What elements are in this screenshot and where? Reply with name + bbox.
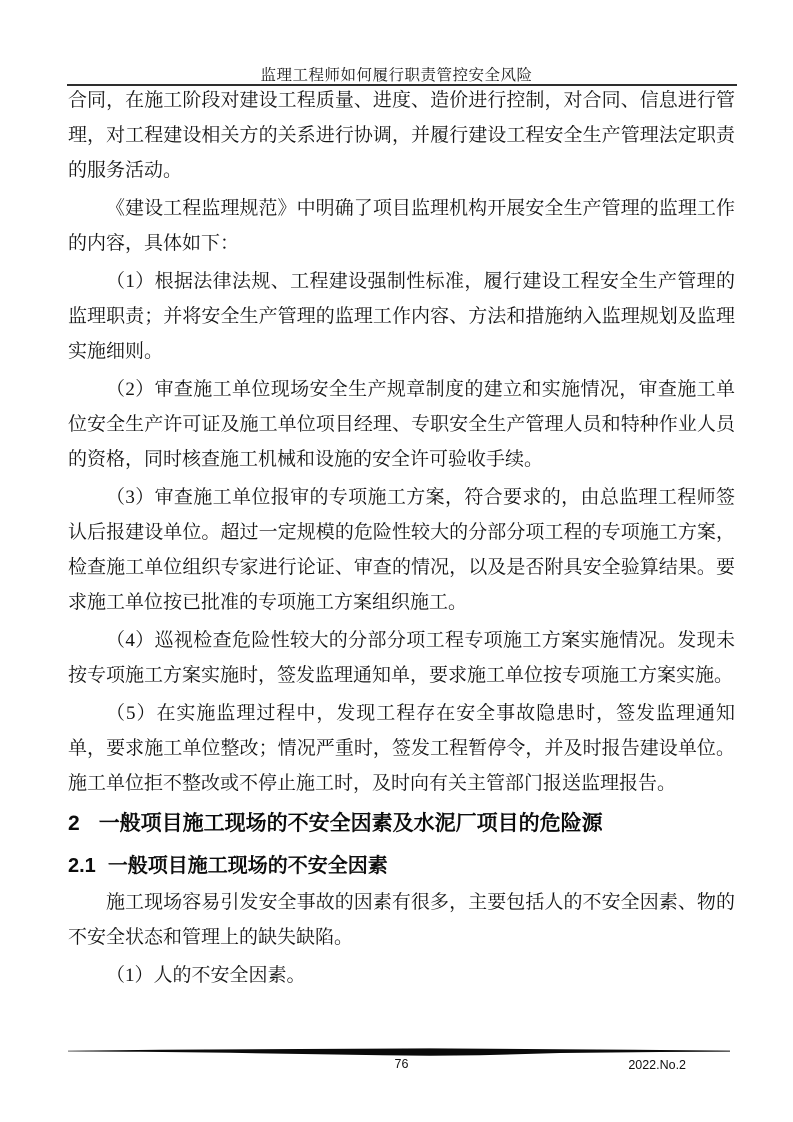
running-head-title: 监理工程师如何履行职责管控安全风险 <box>260 67 533 84</box>
footer-rule <box>58 1044 742 1058</box>
paragraph: （1）根据法律法规、工程建设强制性标准，履行建设工程安全生产管理的监理职责；并将安全生产管理的监理工作内容、方法和措施纳入监理规划及监理实施细则。 <box>68 271 735 362</box>
paragraph: （3）审查施工单位报审的专项施工方案，符合要求的，由总监理工程师签认后报建设单位。超过一定规模的危险性较大的分部分项工程的专项施工方案，检查施工单位组织专家进行论证、审查的情况，以及是否附具安全验算结果。要求施工单位按已批准的专项施工方案组织施工。 <box>68 487 735 613</box>
paragraph: （1）人的不安全因素。 <box>106 965 306 986</box>
paragraph: （2）审查施工单位现场安全生产规章制度的建立和实施情况，审查施工单位安全生产许可证及施工单位项目经理、专职安全生产管理人员和特种作业人员的资格，同时核查施工机械和设施的安全许可验收手续。 <box>68 379 735 470</box>
paragraph: 合同，在施工阶段对建设工程质量、进度、造价进行控制，对合同、信息进行管理，对工程建设相关方的关系进行协调，并履行建设工程安全生产管理法定职责的服务活动。 <box>68 90 735 181</box>
issue-number: 2022.No.2 <box>628 1058 686 1072</box>
paragraph: （5）在实施监理过程中，发现工程存在安全事故隐患时，签发监理通知单，要求施工单位整改；情况严重时，签发工程暂停令，并及时报告建设单位。施工单位拒不整改或不停止施工时，及时向有关主管部门报送监理报告。 <box>68 703 735 794</box>
paragraph: 施工现场容易引发安全事故的因素有很多，主要包括人的不安全因素、物的不安全状态和管理上的缺失缺陷。 <box>68 892 735 948</box>
subsection-heading-2-1 <box>68 847 735 885</box>
paragraph: （4）巡视检查危险性较大的分部分项工程专项施工方案实施情况。发现未按专项施工方案实施时，签发监理通知单，要求施工单位按专项施工方案实施。 <box>68 630 735 686</box>
section-title: 一般项目施工现场的不安全因素及水泥厂项目的危险源 <box>98 812 603 835</box>
page-content <box>68 83 735 996</box>
section-number: 2 <box>68 812 80 835</box>
section-heading-2 <box>68 805 735 843</box>
page-number: 76 <box>394 1057 409 1071</box>
paragraph: 《建设工程监理规范》中明确了项目监理机构开展安全生产管理的监理工作的内容，具体如下： <box>68 198 735 254</box>
subsection-number: 2.1 <box>68 855 96 877</box>
subsection-title: 一般项目施工现场的不安全因素 <box>107 855 388 877</box>
